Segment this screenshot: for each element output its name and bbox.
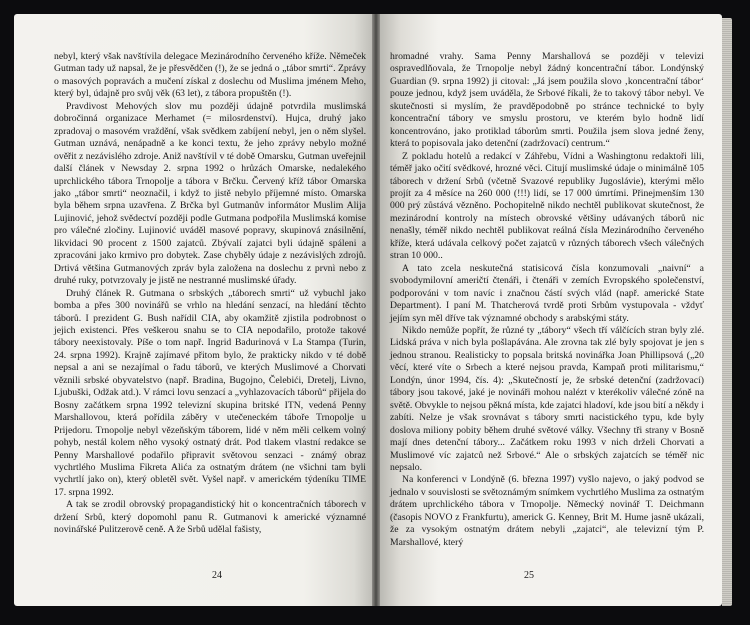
page-number: 24 <box>212 570 222 581</box>
right-page-text <box>390 51 704 549</box>
paragraph: Z pokladu hotelů a redakcí v Záhřebu, Vídni a Washingtonu redaktoři lili, téměř jako očití svědkové, hrozné věci. Citují muslimské údaje o minimálně 105 táborech v držení Srbů (včetně Svazové republiky Jugoslávie), kterými mělo projít za 4 měsíce na 260 000 (!!!) lidí, se 17 000 úmrtími. Přinejmenším 130 000 prý zůstává vězněno. Pochopitelně nikdo nechtěl publikovat skutečnost, že mezinárodní kontroly na místech obrovské většiny udávaných táborů nic nenašly, téměř nikdo nechtěl publikovat reálná čísla Mezinárodního červeného kříže, která udávala celkový počet zajatců v různých táborech všech válečných stran 10 000.. <box>390 150 704 262</box>
paragraph: hromadné vrahy. Sama Penny Marshallová se později v televizi ospravedlňovala, že Trnopolje nebyl žádný koncentrační tábor. Londýnský Guardian (9. srpna 1992) ji citoval: „Já jsem použila slovo ‚koncentrační tábor‘ pouze jednou, když jsem uváděla, že Srbové říkali, že to takový tábor nebyl. Ve skutečnosti si myslím, že pravděpodobně po stránce technické to byly koncentrační tábory ve smyslu prostoru, ve kterém bylo hodně lidí koncentrováno, jako protiklad táborům smrti. Použila jsem slova jedné ženy, která to popisovala jako detenční (zadržovací) centrum.“ <box>390 51 704 150</box>
paragraph: Druhý článek R. Gutmana o srbských „táborech smrti“ už vybuchl jako bomba a přes 300 novinářů se vrhlo na hledání senzací, na hledání těchto táborů. I prezident G. Bush nařídil CIA, aby okamžitě zjistila podrobnost o jejich existenci. Přes veškerou snahu se to CIA nepodařilo, protože takové tábory neexistovaly. Píše o tom např. Ingrid Badurinová v La Stampa (Turin, 24. srpna 1992). Krajně zajímavé přitom bylo, že prakticky nikdo v té době nepsal a ani se nezajímal o řadu táborů, ve kterých Muslimové a Chorvati věznili srbské obyvatelstvo (např. Bradina, Bugojno, Čelebići, Dretelj, Livno, Ljubuški, Odžak atd.). V rámci lovu senzací a „vyhlazovacích táborů“ přijela do Bosny začátkem srpna 1992 televizní skupina britské ITN, vedená Penny Marshallovou, která pořídila záběry v utečeneckém táboře Trnopolje u Prijedoru. Trnopolje nebyl vězeňským táborem, lidé v něm měli celkem volný pohyb, nestál kolem něho vysoký ostnatý drát. Pod tlakem vlastní redakce se Penny Marshallové podařilo připravit světovou senzaci - známý obraz vychrtlého Muslima Fikreta Alića za ostnatým drátem (ne všichni tam byli vychrtlí jako on), který obletěl svět. Vyšel např. v americkém týdeníku TIME 17. srpna 1992. <box>54 287 366 498</box>
paragraph: Nikdo nemůže popřít, že různé ty „tábory“ všech tří válčících stran byly zlé. Lidská práva v nich byla pošlapávána. Ale zrovna tak zlé byly spojovat je jen s jednou stranou. Realisticky to popsala britská novinářka Joan Phillipsová („20 věcí, které víte o Srbech a které nejsou pravda, Kampaň proti militarismu,“ Londýn, únor 1994, čís. 4): „Skutečností je, že srbské detenční (zadržovací) tábory jsou takové, jaké je novináři mohou nalézt v kterékoliv válečné zóně na světě. Obvykle to nejsou pěkná místa, kde zajatci hladoví, kde jsou bití a někdy i zabíti. Nelze je však srovnávat s tábory smrti nacistického typu, kde byly doslova miliony pobity během druhé světové války. Všechny tři strany v Bosně mají dnes detenční tábory... Začátkem roku 1993 v nich drželi Chorvati a Muslimové víc zajatců než Srbové.“ Ale o srbských zajatcích se téměř nic nepsalo. <box>390 324 704 473</box>
paragraph: A tato zcela neskutečná statisicová čísla konzumovali „naivní“ a svobodymilovní američtí čtenáři, i čtenáři v zemích Evropského společenství, podporováni v tom navíc i značnou částí svých vlád (např. americké State Department). I paní M. Thatcherová tvrdě proti Srbům vystupovala - vždyť jejím syn měl dříve tak významné obchody s arabskými státy. <box>390 262 704 324</box>
left-page <box>14 14 376 606</box>
left-page-text <box>54 51 366 537</box>
paragraph: Na konferenci v Londýně (6. března 1997) vyšlo najevo, o jaký podvod se jednalo v souvislosti se světoznámým snímkem vychrtlého Muslima za ostnatým drátem uprchlického tábora v Trnopolje. Německý novinář T. Deichmann (časopis NOVO z Frankfurtu), americk G. Kenney, Brit M. Hume jasně ukázali, že za vysokým ostnatým drátem nebyli „zajatci“, ale televizní tým P. Marshallové, který <box>390 474 704 548</box>
page-edge <box>722 18 732 606</box>
right-page <box>376 14 722 606</box>
paragraph: nebyl, který však navštívila delegace Mezinárodního červeného kříže. Němeček Gutman tady už napsal, že je přesvědčen (!), že se jedná o „tábor smrti“. Zprávy o masových popravách a mučení získal z doslechu od Muslima jménem Meho, který byl, údajně pro svůj věk (63 let), z tábora propuštěn (!). <box>54 51 366 100</box>
open-book <box>14 14 722 606</box>
book-spine <box>372 14 380 606</box>
paragraph: A tak se zrodil obrovský propagandistický hit o koncentračních táborech v držení Srbů, který dopomohl panu R. Gutmanovi k americké významné novinářské Pulitzerově ceně. A že Srbů udělal fašisty, <box>54 499 366 536</box>
page-number: 25 <box>524 570 534 581</box>
paragraph: Pravdivost Mehových slov mu později údajně potvrdila muslimská dobročinná organizace Merhamet (= milosrdenství). Hujca, druhý jako zpradovaj o masovém vraždění, však svědkem zabíjení nebyl, jen o něm slyšel. Gutman uznává, nenápadně a ke konci textu, že jeho zprávy nebylo možné ověřit z nezávislého zdroje. Aniž navštívil v té době Omarsku, Gutman uveřejnil další článek v Newsday 2. srpna 1992 o hrůzách Omarske, nedalekého uprchlického tábora Trnopolje a tábora v Brčku. Červený kříž tábor Omarska jako „tábor smrti“ neoznačil, i když to jistě nebylo příjemné místo. Omarska byla během srpna uzavřena. Z Brčka byl Gutmanův informátor Muslim Alija Lujinović, jehož svědectví později podle Gutmana podpořila Muslimská komise pro válečné zločiny. Lujinović uváděl masové popravy, skupinová znásilnění, likvidaci 90 procent z 1500 zajatců. Zbývalí zajatci byli údajně spáleni a zpracováni jako krmivo pro dobytek. Zase chyběly údaje z nezávislých zdrojů. Drtivá většina Gutmanových zpráv byla založena na doslechu z prvnì nebo z druhé ruky, potvrzovaly je jistě ne nestranné muslimské úřady. <box>54 100 366 287</box>
